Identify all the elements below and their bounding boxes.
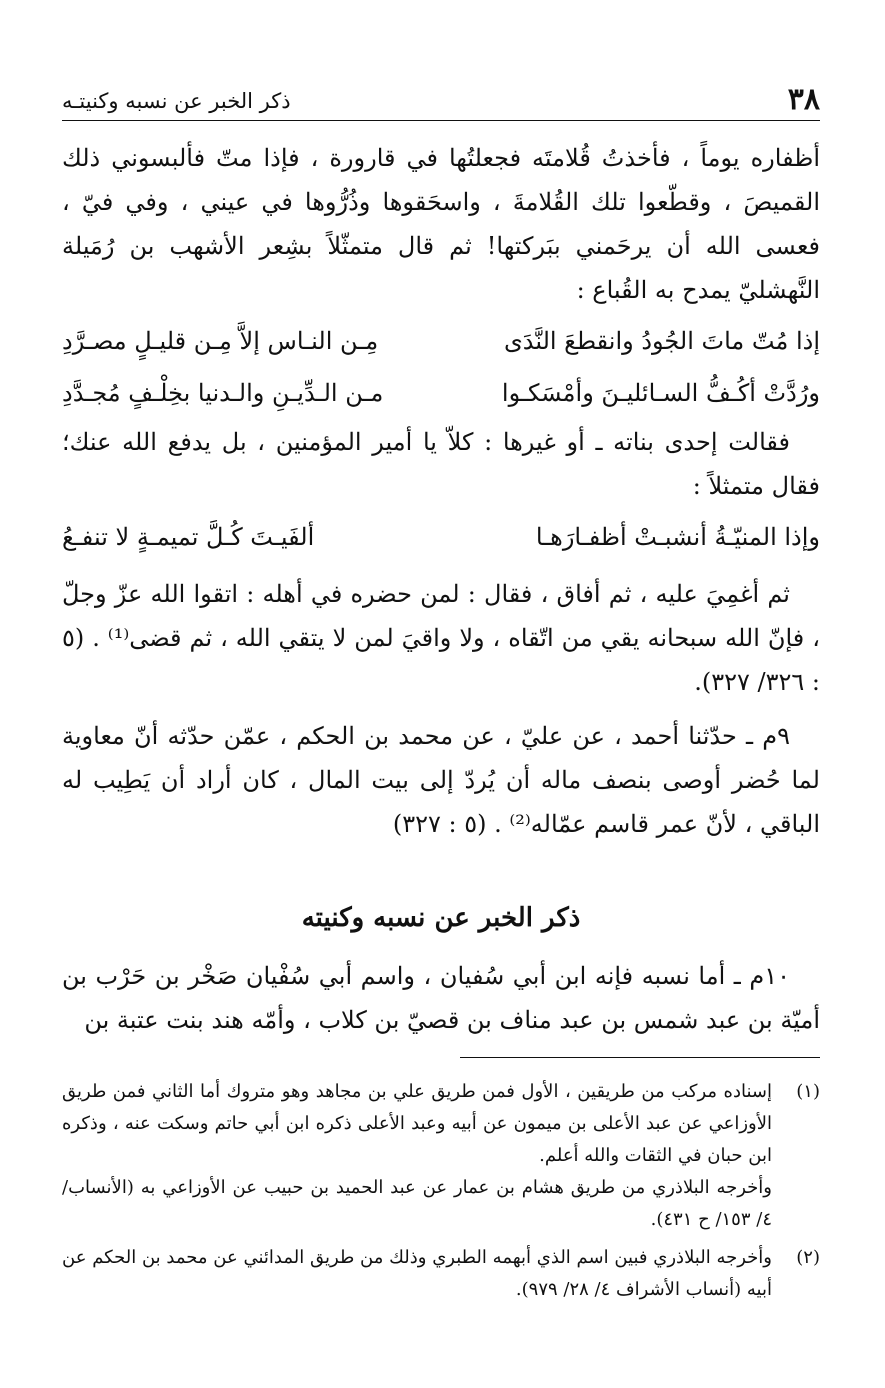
footnote-1-continuation: وأخرجه البلاذري من طريق هشام بن عمار عن عبد الحميد بن حبيب عن الأوزاعي به (الأنساب/ ٤/ ١٥٣/ ح ٤٣١). [62, 1177, 772, 1230]
verse-block-1 [62, 318, 820, 416]
paragraph-5: ١٠م ـ أما نسبه فإنه ابن أبي سُفيان ، واسم أبي سُفْيان صَخْر بن حَرْب بن أميّة بن عبد شمس بن عبد مناف بن قصيّ بن كلاب ، وأمّه هند بنت عتبة بن [62, 962, 820, 1034]
paragraph-2: فقالت إحدى بناته ـ أو غيرها : كلاّ يا أمير المؤمنين ، بل يدفع الله عنك؛ فقال متمثلاً : [62, 428, 820, 500]
verse-hemistich: ألفَيـتَ كُـلَّ تميمـةٍ لا تنفـعُ [62, 523, 315, 551]
verse-line-2 [62, 370, 820, 416]
verse-line-3 [62, 514, 820, 560]
footnote-separator [460, 1057, 820, 1058]
footnotes [62, 1076, 820, 1306]
body-block-5 [62, 954, 820, 1042]
header-title: ذكر الخبر عن نسبه وكنيتـه [62, 89, 291, 113]
footnote-number: (١) [796, 1081, 820, 1102]
body-block-top [62, 136, 820, 312]
verse-line-1 [62, 318, 820, 364]
footnote-number: (٢) [796, 1247, 820, 1268]
verse-hemistich: مـن الـدِّيـنِ والـدنيا بخِلْـفٍ مُجـدَّدِ [62, 379, 384, 407]
running-header [62, 80, 820, 121]
body-block-4 [62, 714, 820, 846]
footnote-text: إسناده مركب من طريقين ، الأول فمن طريق علي بن مجاهد وهو متروك أما الثاني فمن طريق الأوزاعي عن عبد الأعلى بن ميمون عن أبيه وعبد الأعلى ذكره ابن أبي حاتم وسكت عنه ، وذكره ابن حبان في الثقات والله أعلم. [62, 1081, 772, 1166]
verse-hemistich: ورُدَّتْ أكُـفُّ السـائليـنَ وأمْسَكـوا [501, 379, 820, 407]
footnote-1 [62, 1076, 820, 1172]
body-block-3 [62, 572, 820, 704]
verse-hemistich: إذا مُتّ ماتَ الجُودُ وانقطعَ النَّدَى [503, 327, 820, 355]
page-number: ٣٨ [787, 82, 820, 117]
verse-hemistich: وإذا المنيّـةُ أنشبـتْ أظفـارَهـا [535, 523, 820, 551]
footnote-text: وأخرجه البلاذري فبين اسم الذي أبهمه الطبري وذلك من طريق المدائني عن محمد بن الحكم عن أبيه (أنساب الأشراف ٤/ ٢٨/ ٩٧٩). [62, 1247, 772, 1300]
paragraph-1: أظفاره يوماً ، فأخذتُ قُلامتَه فجعلتُها في قارورة ، فإذا متّ فألبسوني ذلك القميصَ ، وقطّعوا تلك القُلامةَ ، واسحَقوها وذُرُّوها في عيني ، وفي فيّ ، فعسى الله أن يرحَمني ببَركتها! ثم قال متمثّلاً بشِعر الأشهب بن رُمَيلة النَّهشليّ يمدح به القُباع : [62, 144, 820, 304]
body-block-2 [62, 420, 820, 508]
paragraph-4: ٩م ـ حدّثنا أحمد ، عن عليّ ، عن محمد بن الحكم ، عمّن حدّثه أنّ معاوية لما حُضر أوصى بنصف ماله أن يُردّ إلى بيت المال ، كان أراد أن يَطِيب له الباقي ، لأنّ عمر قاسم عمّاله⁽²⁾ . (٥ : ٣٢٧) [62, 722, 820, 838]
footnote-2 [62, 1242, 820, 1306]
paragraph-3: ثم أغمِيَ عليه ، ثم أفاق ، فقال : لمن حضره في أهله : اتقوا الله عزّ وجلّ ، فإنّ الله سبحانه يقي من اتّقاه ، ولا واقيَ لمن لا يتقي الله ، ثم قضى⁽¹⁾ . (٥ : ٣٢٦/ ٣٢٧). [62, 580, 820, 696]
verse-block-2 [62, 514, 820, 560]
section-title: ذكر الخبر عن نسبه وكنيته [301, 903, 581, 933]
verse-hemistich: مِـن النـاس إلاَّ مِـن قليـلٍ مصـرَّدِ [62, 327, 379, 355]
